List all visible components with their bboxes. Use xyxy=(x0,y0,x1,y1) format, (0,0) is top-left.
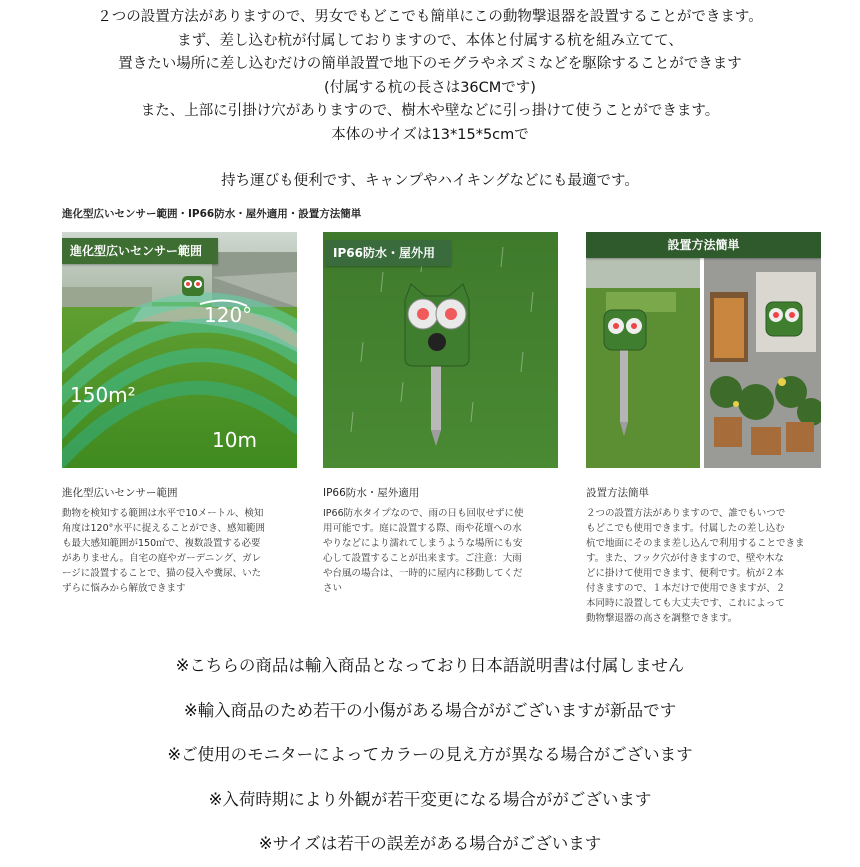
caption-line: さい xyxy=(323,583,343,594)
panel-banner: IP66防水・屋外用 xyxy=(325,240,451,266)
installation-illustration xyxy=(586,232,821,468)
caption-line: も最大感知範囲が150㎡で、複数設置する必要 xyxy=(62,538,261,549)
sensor-range-illustration xyxy=(62,232,297,468)
caption-title: IP66防水・屋外適用 xyxy=(323,487,420,499)
caption-sensor-range xyxy=(62,486,298,596)
caption-line: ２つの設置方法がありますので、誰でもいつで xyxy=(586,508,786,519)
intro-line: まず、差し込む杭が付属しておりますので、本体と付属する杭を組み立てて、 xyxy=(177,32,683,49)
caption-line: 角度は120°水平に捉えることができ、感知範囲 xyxy=(62,523,266,534)
intro-line: (付属する杭の長さは36CMです) xyxy=(324,79,536,96)
caption-line: 杭で地面にそのまま差し込んで利用することできま xyxy=(586,538,805,549)
intro-line: 置きたい場所に差し込むだけの簡単設置で地下のモグラやネズミなどを駆除することができます xyxy=(118,56,742,72)
caption-line: やりなどにより濡れてしまうような場所にも安 xyxy=(323,538,523,549)
notice-item: ※こちらの商品は輸入商品となっており日本語説明書は付属しません xyxy=(175,656,685,675)
waterproof-illustration xyxy=(323,232,558,468)
waterproof-image xyxy=(323,232,558,468)
caption-line: 付きますので、１本だけで使用できますが、２ xyxy=(586,583,786,594)
caption-line: 動物撃退器の高さを調整できます。 xyxy=(586,613,738,624)
intro-line: ２つの設置方法がありますので、男女でもどこでも簡単にこの動物撃退器を設置することができます。 xyxy=(97,9,763,25)
intro-line: また、上部に引掛け穴がありますので、樹木や壁などに引っ掛けて使うことができます。 xyxy=(140,103,720,119)
intro-line: 本体のサイズは13*15*5cmで xyxy=(331,126,529,143)
angle-label: 120° xyxy=(204,303,253,327)
caption-line: す。また、フック穴が付きますので、壁や木な xyxy=(586,553,784,564)
caption-waterproof xyxy=(323,486,559,596)
notice-item: ※輸入商品のため若干の小傷がある場合ががございますが新品です xyxy=(183,700,677,720)
installation-image xyxy=(586,232,821,468)
caption-line: 心して設置することが出来ます。ご注意：大雨 xyxy=(323,553,522,564)
area-label: 150m² xyxy=(70,383,136,407)
caption-line: もどこでも使用できます。付属したの差し込む xyxy=(586,523,785,534)
caption-line: 本同時に設置しても大丈夫です、これによって xyxy=(586,598,785,609)
caption-line: どに掛けて使用できます、便利です。杭が２本 xyxy=(586,568,784,579)
sensor-range-image xyxy=(62,232,297,468)
caption-line: や台風の場合は、一時的に屋内に移動してくだ xyxy=(323,568,523,579)
intro-gap xyxy=(0,147,860,170)
caption-installation xyxy=(586,486,822,626)
panel-banner: 設置方法簡単 xyxy=(586,232,821,258)
caption-line: がありません。自宅の庭やガーデニング、ガレ xyxy=(62,553,262,564)
caption-title: 設置方法簡単 xyxy=(586,487,649,499)
notice-list xyxy=(0,644,860,867)
notice-item: ※サイズは若干の誤差がある場合がございます xyxy=(258,834,602,853)
intro-text xyxy=(0,6,860,194)
caption-line: 動物を検知する範囲は水平で10メートル、検知 xyxy=(62,508,264,519)
panel-banner: 進化型広いセンサー範囲 xyxy=(62,238,218,264)
notice-item: ※入荷時期により外観が若干変更になる場合ががございます xyxy=(208,789,652,809)
section-title: 進化型広いセンサー範囲・IP66防水・屋外適用・設置方法簡単 xyxy=(62,208,362,220)
caption-line: ージに設置することで、猫の侵入や糞尿、いた xyxy=(62,568,262,579)
notice-item: ※ご使用のモニターによってカラーの見え方が異なる場合がございます xyxy=(167,745,693,764)
intro-line: 持ち運びも便利です、キャンプやハイキングなどにも最適です。 xyxy=(221,173,639,189)
distance-label: 10m xyxy=(212,428,257,452)
caption-line: IP66防水タイプなので、雨の日も回収せずに使 xyxy=(323,508,524,519)
caption-title: 進化型広いセンサー範囲 xyxy=(62,487,178,499)
caption-line: ずらに悩みから解放できます xyxy=(62,583,186,594)
caption-line: 用可能です。庭に設置する際、雨や花壇への水 xyxy=(323,523,522,534)
